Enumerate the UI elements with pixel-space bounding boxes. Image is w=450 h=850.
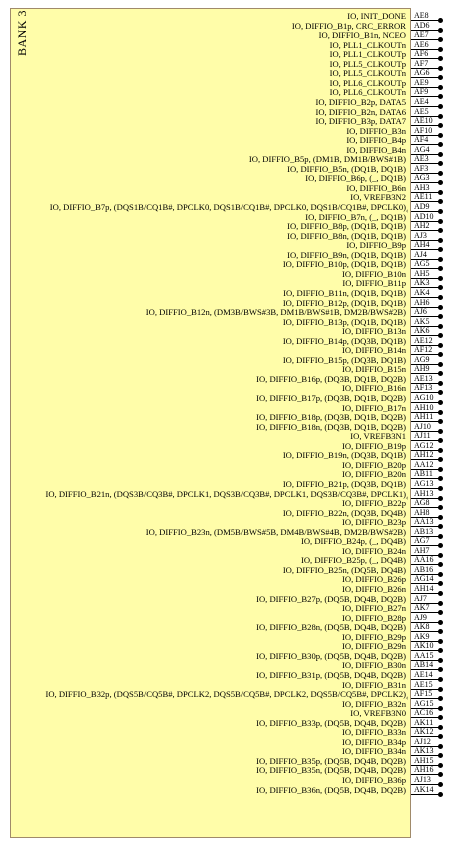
pin-signal-label: IO, DIFFIO_B30p, (DQ5B, DQ4B, DQ2B) [256,650,406,661]
pin-signal-label: IO, DIFFIO_B21n, (DQS3B/CQ3B#, DPCLK1, DQS3B/CQ3B#, DPCLK1, DQS3B/CQ3B#, DPCLK1) [45,488,406,499]
pin-signal-label: IO, DIFFIO_B27p, (DQ5B, DQ4B, DQ2B) [256,593,406,604]
pin-signal-label: IO, DIFFIO_B9n, (DQ1B, DQ1B) [287,249,406,260]
pin-signal-label: IO, DIFFIO_B31p, (DQ5B, DQ4B, DQ2B) [256,669,406,680]
pin-number-label: AG9 [414,354,430,364]
pin-number-label: AJ4 [414,249,427,259]
pin-number-label: AJ9 [414,612,427,622]
pin-number-label: AH8 [414,507,430,517]
pin-signal-label: IO, DIFFIO_B22p [342,498,406,509]
pin-signal-label: IO, DIFFIO_B28p [342,612,406,623]
pin-number-label: AK7 [414,603,430,613]
pin-number-label: AG12 [414,440,434,450]
pin-signal-label: IO, DIFFIO_B10n [342,268,406,279]
pin-signal-label: IO, DIFFIO_B32p, (DQS5B/CQ5B#, DPCLK2, DQS5B/CQ5B#, DPCLK2, DQS5B/CQ5B#, DPCLK2) [45,689,406,700]
pin-signal-label: IO, DIFFIO_B28n, (DQ5B, DQ4B, DQ2B) [256,622,406,633]
pin-number-label: AJ11 [414,431,431,441]
pin-signal-label: IO, DIFFIO_B36n, (DQ5B, DQ4B, DQ2B) [256,784,406,795]
pin-signal-label: IO, VREFB3N1 [350,431,406,442]
pin-signal-label: IO, DIFFIO_B30n [342,660,406,671]
pin-signal-label: IO, PLL5_CLKOUTn [329,68,406,79]
pin-number-label: AG4 [414,144,430,154]
pin-signal-label: IO, DIFFIO_B2p, DATA5 [315,96,406,107]
pin-number-label: AB11 [414,469,433,479]
pin-number-label: AB13 [414,526,434,536]
pin-number-label: AH11 [414,412,434,422]
pin-number-label: AG6 [414,68,430,78]
pin-signal-label: IO, DIFFIO_B11p [342,278,406,289]
pin-signal-label: IO, DIFFIO_B6n [346,182,406,193]
pin-number-label: AB16 [414,564,434,574]
pin-number-label: AE7 [414,30,429,40]
pin-number-label: AK12 [414,727,434,737]
pin-signal-label: IO, DIFFIO_B26n [342,584,406,594]
pin-signal-label: IO, PLL6_CLKOUTp [329,77,406,88]
pin-number-label: AE6 [414,39,429,49]
pin-number-label: AA15 [414,650,434,660]
pin-number-label: AH5 [414,268,430,278]
pin-signal-label: IO, INIT_DONE [347,11,406,21]
pin-number-label: AG8 [414,498,430,508]
pin-number-label: AG14 [414,574,434,584]
pin-signal-label: IO, PLL1_CLKOUTn [329,39,406,50]
pin-number-label: AG13 [414,478,434,488]
pin-number-label: AF12 [414,345,433,355]
pin-number-label: AJ10 [414,421,431,431]
pin-number-label: AF13 [414,383,433,393]
pin-number-label: AD10 [414,211,434,221]
pin-number-label: AF9 [414,87,429,97]
pin-signal-label: IO, DIFFIO_B29n [342,641,406,652]
pin-number-label: AJ7 [414,593,427,603]
pin-signal-label: IO, DIFFIO_B11n, (DQ1B, DQ1B) [283,287,406,298]
pin-signal-label: IO, DIFFIO_B32n [342,698,406,709]
pin-number-label: AH14 [414,584,434,593]
pin-signal-label: IO, DIFFIO_B19p [342,440,406,451]
pin-number-label: AH4 [414,240,430,250]
pin-number-label: AA16 [414,555,434,565]
pin-signal-label: IO, DIFFIO_B33n [342,727,406,738]
pin-signal-label: IO, DIFFIO_B35n, (DQ5B, DQ4B, DQ2B) [256,765,406,776]
pin-number-label: AH3 [414,182,430,192]
pin-number-label: AK14 [414,784,434,794]
pin-signal-label: IO, DIFFIO_B15p, (DQ3B, DQ1B) [282,354,406,365]
pin-number-label: AJ6 [414,307,427,317]
pin-signal-label: IO, DIFFIO_B15n [342,364,406,375]
pin-signal-label: IO, DIFFIO_B34p [342,736,406,747]
pin-number-label: AJ13 [414,775,431,784]
pin-number-label: AE11 [414,192,433,202]
bidirectional-arrow-icon: ‹ [406,493,409,502]
pin-number-label: AH16 [414,765,434,775]
pin-number-label: AK5 [414,316,430,326]
pin-signal-label: IO, DIFFIO_B25p, (_, DQ4B) [300,555,406,566]
pin-number-label: AE3 [414,154,429,164]
pin-number-label: AK8 [414,622,430,632]
pin-number-label: AF6 [414,49,429,59]
pin-signal-label: IO, DIFFIO_B17n [342,402,406,413]
pin-signal-label: IO, DIFFIO_B16p, (DQ3B, DQ1B, DQ2B) [256,373,406,384]
pin-number-label: AG5 [414,259,430,269]
pin-signal-label: IO, DIFFIO_B5n, (DQ1B, DQ1B) [287,163,406,174]
pin-signal-label: IO, PLL5_CLKOUTp [329,58,406,69]
pin-number-label: AK4 [414,287,430,297]
pin-signal-label: IO, DIFFIO_B27n [342,603,406,614]
pin-number-label: AE4 [414,96,429,106]
pin-number-label: AJ3 [414,230,427,240]
pin-signal-label: IO, DIFFIO_B4p [346,135,406,146]
pin-signal-label: IO, DIFFIO_B1p, CRC_ERROR [291,20,406,31]
pin-signal-label: IO, DIFFIO_B31n [342,679,406,690]
pin-signal-label: IO, DIFFIO_B24p, (_, DQ4B) [300,536,406,547]
pin-number-label: AH7 [414,545,430,555]
pin-signal-label: IO, PLL1_CLKOUTp [329,49,406,60]
pin-number-label: AH13 [414,488,434,498]
pin-signal-label: IO, DIFFIO_B13n [342,326,406,337]
pin-number-label: AK9 [414,631,430,641]
pin-number-label: AK11 [414,717,434,727]
pin-signal-label: IO, DIFFIO_B12n, (DM3B/BWS#3B, DM1B/BWS#1B, DM2B/BWS#2B) [145,307,406,318]
pin-signal-label: IO, DIFFIO_B36p [342,775,406,785]
pin-signal-label: IO, VREFB3N2 [350,192,406,203]
pin-number-label: AF10 [414,125,433,135]
pin-signal-label: IO, DIFFIO_B14p, (DQ3B, DQ1B) [282,335,406,346]
pin-signal-label: IO, DIFFIO_B14n [342,345,406,356]
pin-number-label: AF4 [414,135,429,145]
pin-signal-label: IO, DIFFIO_B23n, (DM5B/BWS#5B, DM4B/BWS#4B, DM2B/BWS#2B) [145,526,406,537]
pin-signal-label: IO, DIFFIO_B18p, (DQ3B, DQ1B, DQ2B) [256,412,406,423]
pin-signal-label: IO, DIFFIO_B18n, (DQ3B, DQ1B, DQ2B) [256,421,406,432]
bank-title: BANK 3 [15,9,29,56]
pin-number-label: AG3 [414,173,430,183]
pin-number-label: AH12 [414,450,434,460]
pin-signal-label: IO, DIFFIO_B20n [342,469,406,480]
pin-signal-label: IO, DIFFIO_B22n, (DQ3B, DQ4B) [282,507,406,518]
pin-signal-label: IO, DIFFIO_B8n, (DQ1B, DQ1B) [287,230,406,241]
pin-number-label: AF15 [414,689,433,699]
pin-signal-label: IO, VREFB3N0 [350,708,406,719]
pin-number-label: AK13 [414,746,434,756]
pin-signal-label: IO, DIFFIO_B17p, (DQ3B, DQ1B, DQ2B) [256,393,406,403]
pin-signal-label: IO, DIFFIO_B24n [342,545,406,556]
pin-number-label: AA13 [414,517,434,527]
pin-signal-label: IO, DIFFIO_B33p, (DQ5B, DQ4B, DQ2B) [256,717,406,728]
pin-number-label: AF3 [414,163,429,173]
pin-signal-label: IO, DIFFIO_B29p [342,631,406,642]
pin-signal-label: IO, DIFFIO_B20p [342,459,406,470]
pin-number-label: AG10 [414,393,434,402]
pin-signal-label: IO, DIFFIO_B12p, (DQ1B, DQ1B) [282,297,406,308]
pin-signal-label: IO, DIFFIO_B7n, (_, DQ1B) [305,211,406,222]
pin-signal-label: IO, DIFFIO_B10p, (DQ1B, DQ1B) [282,259,406,270]
pin-signal-label: IO, DIFFIO_B23p [342,517,406,528]
pin-number-label: AD9 [414,202,430,211]
pin-row [0,786,450,796]
pin-signal-label: IO, DIFFIO_B3p, DATA7 [315,116,406,127]
pin-signal-label: IO, DIFFIO_B7p, (DQS1B/CQ1B#, DPCLK0, DQS1B/CQ1B#, DPCLK0, DQS1B/CQ1B#, DPCLK0) [49,202,406,212]
pin-number-label: AE14 [414,669,433,679]
pin-number-label: AK3 [414,278,430,288]
pin-number-label: AG15 [414,698,434,708]
pin-signal-label: IO, DIFFIO_B25n, (DQ5B, DQ4B) [282,564,406,575]
pin-number-label: AH2 [414,221,430,231]
pin-signal-label: IO, DIFFIO_B5p, (DM1B, DM1B/BWS#1B) [248,154,406,165]
pin-number-label: AK6 [414,326,430,336]
pin-number-label: AH9 [414,364,430,374]
pin-number-label: AB14 [414,660,434,670]
pin-signal-label: IO, PLL6_CLKOUTn [329,87,406,98]
pin-number-label: AE13 [414,373,433,383]
pin-number-label: AD6 [414,20,430,30]
pin-signal-label: IO, DIFFIO_B19n, (DQ3B, DQ1B) [282,450,406,461]
pin-number-label: AE5 [414,106,429,116]
pin-signal-label: IO, DIFFIO_B6p, (_, DQ1B) [305,173,406,184]
pin-number-label: AE8 [414,11,429,20]
pin-signal-label: IO, DIFFIO_B9p [346,240,406,251]
pin-signal-label: IO, DIFFIO_B1n, NCEO [318,30,406,41]
pin-signal-label: IO, DIFFIO_B2n, DATA6 [315,106,406,117]
pin-signal-label: IO, DIFFIO_B4n [346,144,406,155]
pin-number-label: AE15 [414,679,433,689]
pin-number-label: AH6 [414,297,430,307]
pin-endpoint-dot [438,792,443,797]
pin-signal-label: IO, DIFFIO_B3n [346,125,406,136]
pin-signal-label: IO, DIFFIO_B21p, (DQ3B, DQ1B) [282,478,406,489]
pin-signal-label: IO, DIFFIO_B26p [342,574,406,585]
pin-number-label: AG7 [414,536,430,546]
bidirectional-arrow-icon: ‹ [406,207,409,215]
pin-number-label: AC16 [414,708,434,718]
pin-signal-label: IO, DIFFIO_B16n [342,383,406,394]
pin-number-label: AA12 [414,459,434,469]
pin-number-label: AE10 [414,116,433,126]
pin-number-label: AJ12 [414,736,431,746]
pin-number-label: AH15 [414,755,434,765]
pin-number-label: AE12 [414,335,433,345]
pin-signal-label: IO, DIFFIO_B35p, (DQ5B, DQ4B, DQ2B) [256,755,406,766]
pin-number-label: AE9 [414,77,429,87]
pin-lead-line [411,794,440,795]
pin-number-label: AF7 [414,58,429,68]
pin-signal-label: IO, DIFFIO_B8p, (DQ1B, DQ1B) [287,221,406,232]
pin-number-label: AK10 [414,641,434,651]
pin-signal-label: IO, DIFFIO_B13p, (DQ1B, DQ1B) [282,316,406,327]
pin-number-label: AH10 [414,402,434,412]
pin-signal-label: IO, DIFFIO_B34n [342,746,406,757]
bidirectional-arrow-icon: ‹ [406,694,409,703]
